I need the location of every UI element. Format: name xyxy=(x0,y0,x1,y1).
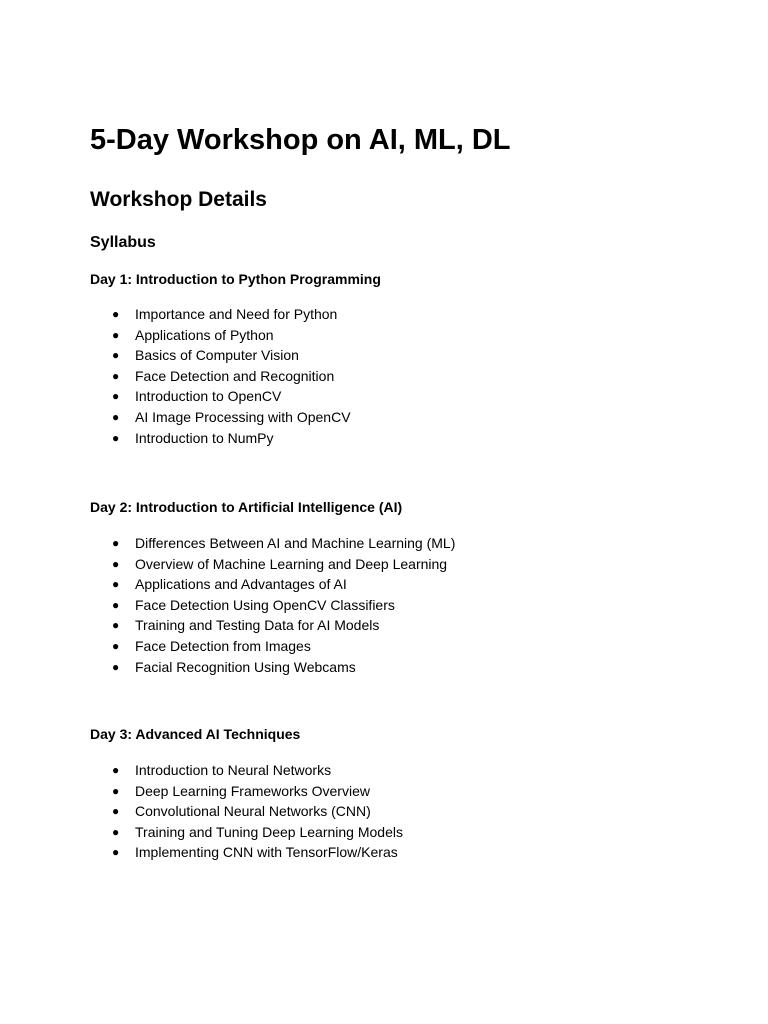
list-item xyxy=(112,386,351,407)
topic-text: Training and Testing Data for AI Models xyxy=(135,617,380,634)
topic-text: Applications of Python xyxy=(135,326,274,343)
day-1-heading: Day 1: Introduction to Python Programming xyxy=(90,271,381,287)
topic-text: Face Detection Using OpenCV Classifiers xyxy=(135,596,395,613)
list-item xyxy=(112,407,351,428)
bullet-icon: ● xyxy=(112,618,120,633)
topic-text: Differences Between AI and Machine Learning (ML) xyxy=(135,535,456,551)
list-item xyxy=(112,554,455,575)
topic-text: Applications and Advantages of AI xyxy=(135,576,347,593)
list-item xyxy=(112,636,455,657)
list-item xyxy=(112,657,455,678)
subsection-heading: Syllabus xyxy=(90,234,156,251)
bullet-icon: ● xyxy=(112,307,120,321)
document-title: 5-Day Workshop on AI, ML, DL xyxy=(90,124,511,156)
topic-text: Introduction to NumPy xyxy=(135,429,274,446)
list-item xyxy=(112,615,455,636)
topic-text: AI Image Processing with OpenCV xyxy=(135,408,351,425)
bullet-icon: ● xyxy=(112,327,120,342)
section-heading: Workshop Details xyxy=(90,188,267,211)
list-item xyxy=(112,325,351,346)
list-item xyxy=(112,781,403,802)
topic-text: Facial Recognition Using Webcams xyxy=(135,658,356,675)
bullet-icon: ● xyxy=(112,804,120,819)
list-item xyxy=(112,842,403,863)
topic-text: Importance and Need for Python xyxy=(135,306,338,322)
bullet-icon: ● xyxy=(112,638,120,653)
topic-text: Face Detection and Recognition xyxy=(135,367,335,384)
bullet-icon: ● xyxy=(112,597,120,612)
list-item xyxy=(112,533,455,554)
day-2-topic-list xyxy=(112,533,455,677)
bullet-icon: ● xyxy=(112,763,120,777)
list-item xyxy=(112,345,351,366)
bullet-icon: ● xyxy=(112,409,120,424)
bullet-icon: ● xyxy=(112,368,120,383)
list-item xyxy=(112,760,403,781)
bullet-icon: ● xyxy=(112,556,120,571)
list-item xyxy=(112,366,351,387)
topic-text: Implementing CNN with TensorFlow/Keras xyxy=(135,844,398,861)
bullet-icon: ● xyxy=(112,783,120,798)
day-3-heading: Day 3: Advanced AI Techniques xyxy=(90,726,301,742)
topic-text: Face Detection from Images xyxy=(135,637,311,654)
topic-text: Introduction to Neural Networks xyxy=(135,762,332,778)
day-2-heading: Day 2: Introduction to Artificial Intelligence (AI) xyxy=(90,499,403,515)
bullet-icon: ● xyxy=(112,348,120,363)
day-1-topic-list xyxy=(112,304,351,448)
topic-text: Deep Learning Frameworks Overview xyxy=(135,782,370,799)
bullet-icon: ● xyxy=(112,577,120,592)
bullet-icon: ● xyxy=(112,389,120,404)
day-3-topic-list xyxy=(112,760,403,863)
topic-text: Training and Tuning Deep Learning Models xyxy=(135,823,403,840)
list-item xyxy=(112,801,403,822)
list-item xyxy=(112,595,455,616)
topic-text: Introduction to OpenCV xyxy=(135,388,282,405)
topic-text: Convolutional Neural Networks (CNN) xyxy=(135,803,371,820)
bullet-icon: ● xyxy=(112,659,120,674)
list-item xyxy=(112,574,455,595)
bullet-icon: ● xyxy=(112,430,120,445)
bullet-icon: ● xyxy=(112,824,120,839)
bullet-icon: ● xyxy=(112,536,120,550)
list-item xyxy=(112,822,403,843)
topic-text: Overview of Machine Learning and Deep Learning xyxy=(135,555,448,572)
list-item xyxy=(112,304,351,325)
list-item xyxy=(112,428,351,449)
bullet-icon: ● xyxy=(112,845,120,860)
topic-text: Basics of Computer Vision xyxy=(135,347,299,364)
